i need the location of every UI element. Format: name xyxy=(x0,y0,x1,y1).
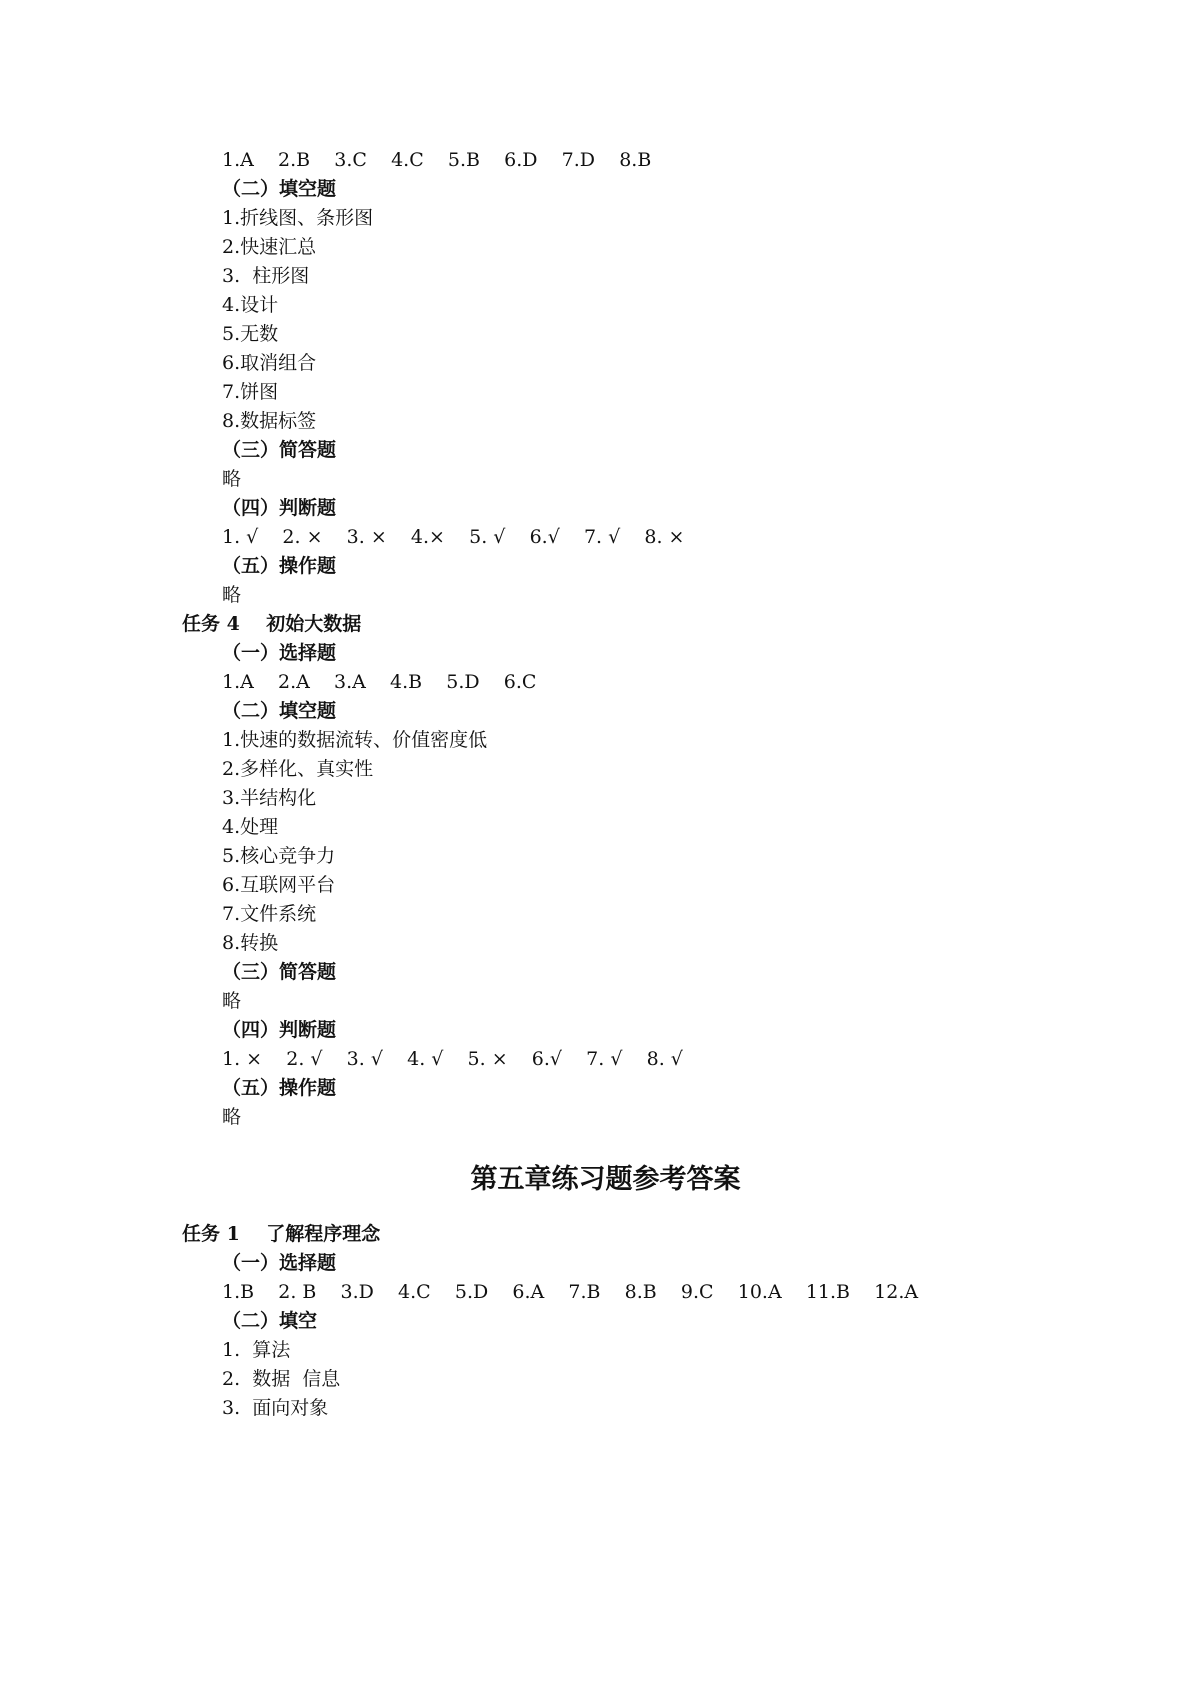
fill-answer: 2.快速汇总 xyxy=(222,236,317,258)
fill-answer: 1.快速的数据流转、价值密度低 xyxy=(222,729,488,751)
task1-title: 任务 1 了解程序理念 xyxy=(182,1223,381,1245)
judge-heading: （四）判断题 xyxy=(222,497,337,519)
judge-answers: 1. × 2. √ 3. √ 4. √ 5. × 6.√ 7. √ 8. √ xyxy=(222,1048,683,1070)
operation-heading: （五）操作题 xyxy=(222,555,337,577)
fill-answer: 3. 柱形图 xyxy=(222,265,310,287)
task4-title: 任务 4 初始大数据 xyxy=(182,613,362,635)
fill-answer: 6.取消组合 xyxy=(222,352,317,374)
fill-answer: 3.半结构化 xyxy=(222,787,317,809)
judge-heading: （四）判断题 xyxy=(222,1019,337,1041)
choice-answers: 1.A 2.A 3.A 4.B 5.D 6.C xyxy=(222,671,537,693)
fill-answer: 8.数据标签 xyxy=(222,410,317,432)
choice-answers: 1.B 2. B 3.D 4.C 5.D 6.A 7.B 8.B 9.C 10.A 11.B 12.A xyxy=(222,1281,919,1303)
judge-answers: 1. √ 2. × 3. × 4.× 5. √ 6.√ 7. √ 8. × xyxy=(222,526,685,548)
fill-answer: 3. 面向对象 xyxy=(222,1397,329,1419)
fill-answer: 8.转换 xyxy=(222,932,279,954)
fill-answer: 1. 算法 xyxy=(222,1339,291,1361)
choice-heading: （一）选择题 xyxy=(222,1252,337,1274)
fill-heading: （二）填空 xyxy=(222,1310,318,1332)
operation-heading: （五）操作题 xyxy=(222,1077,337,1099)
fill-heading: （二）填空题 xyxy=(222,178,337,200)
short-answer: 略 xyxy=(222,990,242,1012)
operation-answer: 略 xyxy=(222,584,242,606)
chapter-title: 第五章练习题参考答案 xyxy=(470,1164,741,1195)
fill-answer: 6.互联网平台 xyxy=(222,874,336,896)
fill-answer: 7.文件系统 xyxy=(222,903,317,925)
fill-answer: 1.折线图、条形图 xyxy=(222,207,374,229)
choice-answers: 1.A 2.B 3.C 4.C 5.B 6.D 7.D 8.B xyxy=(222,149,652,171)
short-answer-heading: （三）简答题 xyxy=(222,961,337,983)
short-answer: 略 xyxy=(222,468,242,490)
fill-answer: 7.饼图 xyxy=(222,381,279,403)
fill-answer: 4.处理 xyxy=(222,816,279,838)
operation-answer: 略 xyxy=(222,1106,242,1128)
fill-heading: （二）填空题 xyxy=(222,700,337,722)
fill-answer: 2. 数据 信息 xyxy=(222,1368,341,1390)
fill-answer: 5.核心竞争力 xyxy=(222,845,336,867)
fill-answer: 5.无数 xyxy=(222,323,279,345)
choice-heading: （一）选择题 xyxy=(222,642,337,664)
fill-answer: 2.多样化、真实性 xyxy=(222,758,374,780)
short-answer-heading: （三）简答题 xyxy=(222,439,337,461)
fill-answer: 4.设计 xyxy=(222,294,279,316)
